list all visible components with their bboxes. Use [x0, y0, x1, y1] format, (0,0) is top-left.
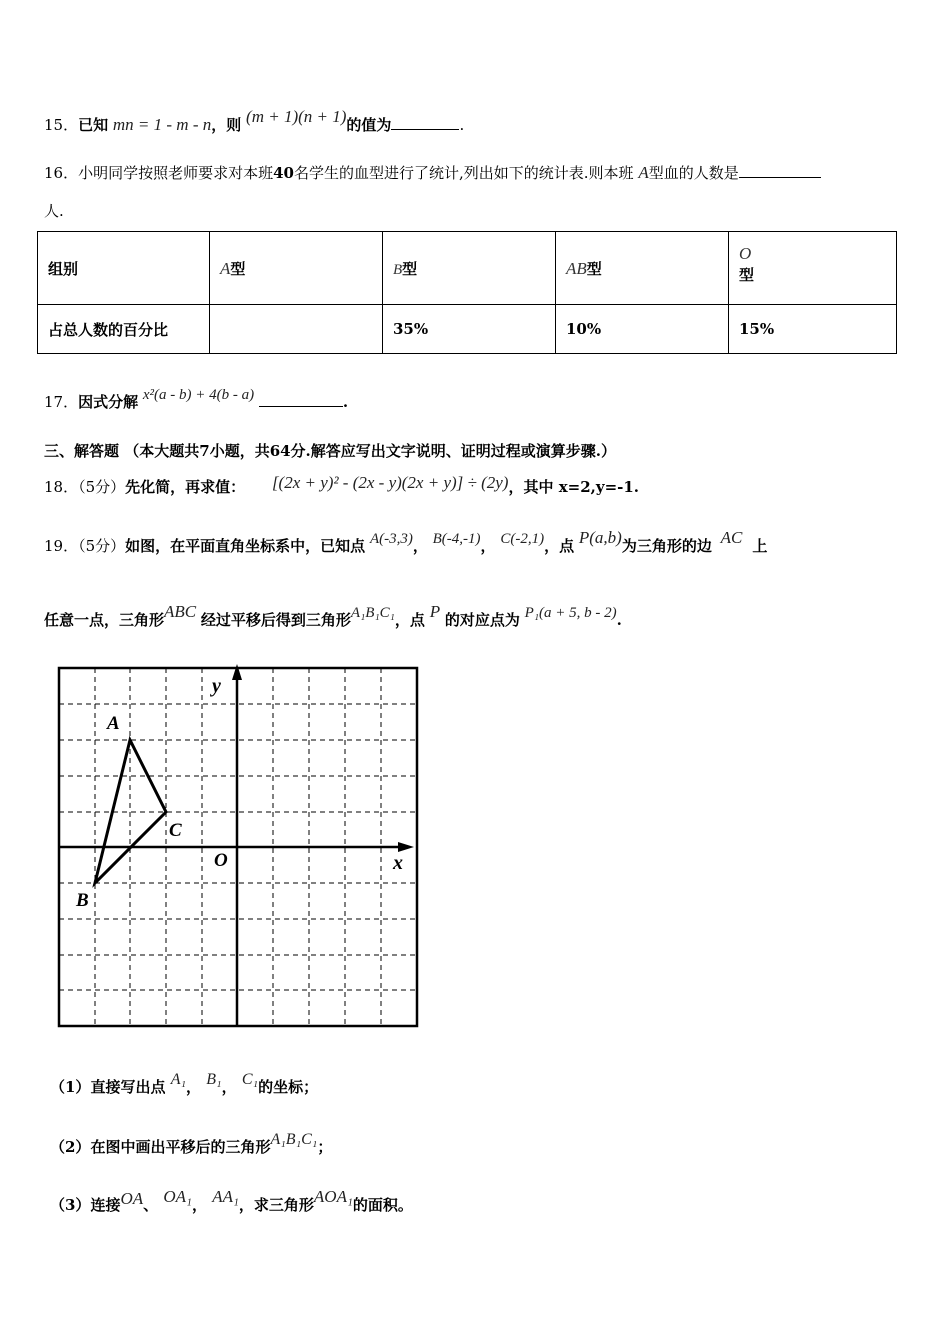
section-3-note: （本大题共7小题，共64分.解答应写出文字说明、证明过程或演算步骤.） [124, 442, 617, 460]
table-header-cell: O 型 [729, 232, 897, 305]
q19-text-3: 为三角形的边 [621, 537, 712, 555]
q19-score: （5分） [78, 537, 126, 555]
table-header-cell: B型 [383, 232, 556, 305]
q19-text-8: 的对应点为 [444, 611, 520, 629]
q18-formula: [(2x + y)² - (2x - y)(2x + y)] ÷ (2y) [271, 473, 509, 492]
q19-text-7: ，点 [394, 611, 425, 629]
q16-text-3: 型血的人数是 [648, 164, 739, 182]
q19-text-1: 如图，在平面直角坐标系中，已知点 [125, 537, 366, 555]
q16-text-1: 小明同学按照老师要求对本班 [78, 164, 274, 182]
sub3-aa1: AA₁ [212, 1187, 239, 1206]
q19-end: . [616, 611, 622, 629]
question-19: 19．（5分）如图，在平面直角坐标系中，已知点 A(-3,3)， B(-4,-1)， C(-2,1)，点 P(a,b)为三角形的边 AC 上 [44, 528, 768, 555]
q19-triangle-abc: ABC [164, 602, 197, 621]
sub3-mid: ，求三角形 [238, 1196, 314, 1214]
q19-side-ac: AC [720, 528, 743, 547]
q17-end: . [342, 393, 349, 411]
vertex-b-label: B [76, 890, 89, 911]
q19-point-c: C(-2,1) [500, 531, 545, 547]
sub-question-1: （1）直接写出点 A₁， B₁， C₁的坐标； [50, 1071, 319, 1096]
sub-question-2 [50, 1131, 333, 1157]
sub3-number: （3） [50, 1196, 91, 1214]
table-header-cell: 组别 [38, 232, 210, 305]
q15-number: 15． [44, 116, 79, 134]
q15-end: . [459, 116, 465, 134]
sub-question-3: （3）连接OA、 OA₁， AA₁，求三角形AOA₁的面积。 [50, 1187, 413, 1214]
sub1-number: （1） [50, 1078, 91, 1096]
sub2-end: ； [317, 1138, 333, 1156]
q17-formula: x²(a - b) + 4(b - a) [142, 387, 255, 403]
section-3-title: 三、解答题 [44, 442, 120, 460]
q19-text-6: 经过平移后得到三角形 [200, 611, 351, 629]
q16-text-2: 名学生的血型进行了统计,列出如下的统计表.则本班 [293, 164, 634, 182]
q18-score: （5分） [78, 478, 126, 496]
q19-point-a: A(-3,3) [369, 531, 413, 547]
sub3-text: 连接 [90, 1196, 121, 1214]
sub3-oa1: OA₁ [163, 1187, 192, 1206]
origin-label: O [214, 850, 228, 871]
table-cell: 10% [556, 305, 729, 354]
q15-prefix: 已知 [78, 116, 109, 134]
sub1-c1: C₁ [241, 1071, 259, 1088]
q18-number: 18． [44, 478, 79, 496]
q19-triangle-a1b1c1: A₁B₁C₁ [350, 605, 395, 621]
table-cell: 占总人数的百分比 [38, 305, 210, 354]
q17-prefix: 因式分解 [78, 393, 139, 411]
sub2-triangle: A₁B₁C₁ [270, 1131, 318, 1148]
q19-number: 19． [44, 537, 79, 555]
vertex-a-label: A [107, 713, 120, 734]
q17-number: 17． [44, 393, 79, 411]
sub3-end: 的面积。 [352, 1196, 413, 1214]
q19-text-5: 任意一点，三角形 [44, 611, 165, 629]
sub1-text: 直接写出点 [90, 1078, 166, 1096]
q19-point-p1: P₁(a + 5, b - 2) [524, 605, 617, 621]
x-axis-arrow-icon [398, 842, 414, 852]
sub1-a1: A₁ [170, 1071, 187, 1088]
q18-prefix: 先化简，再求值： [125, 478, 246, 496]
q16-number: 16． [44, 164, 79, 182]
sub1-end: 的坐标； [258, 1078, 319, 1096]
q15-formula2: (m + 1)(n + 1) [246, 107, 347, 126]
sub3-aoa1: AOA₁ [313, 1187, 353, 1206]
sub3-oa: OA [120, 1189, 144, 1208]
q18-suffix: ，其中 x=2,y=-1. [508, 478, 640, 496]
sub1-b1: B₁ [206, 1071, 222, 1088]
q15-comma: ，则 [211, 116, 242, 134]
q19-text-4: 上 [752, 537, 768, 555]
q19-text-2: ，点 [544, 537, 575, 555]
q15-formula1: mn = 1 - m - n [112, 115, 212, 134]
vertex-c-label: C [169, 820, 182, 841]
q16-count: 40 [273, 164, 294, 182]
q19-point-b: B(-4,-1) [432, 531, 481, 547]
q19-var-p: P [429, 602, 441, 621]
table-header-cell: AB型 [556, 232, 729, 305]
table-cell: 15% [729, 305, 897, 354]
q16-var-a: A [638, 163, 649, 182]
q15-suffix: 的值为 [346, 116, 392, 134]
y-axis-arrow-icon [232, 664, 242, 680]
table-header-cell: A型 [210, 232, 383, 305]
y-axis-label: y [212, 675, 221, 697]
sub2-number: （2） [50, 1138, 91, 1156]
q19-point-p: P(a,b) [578, 528, 622, 547]
x-axis-label: x [393, 852, 403, 874]
table-cell: 35% [383, 305, 556, 354]
sub2-text: 在图中画出平移后的三角形 [90, 1138, 271, 1156]
q16-line2: 人. [44, 202, 64, 220]
